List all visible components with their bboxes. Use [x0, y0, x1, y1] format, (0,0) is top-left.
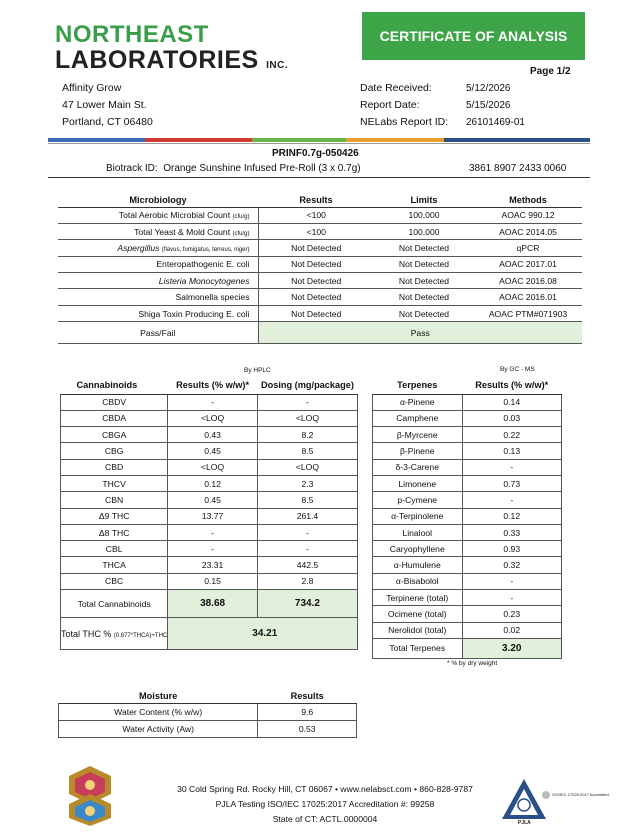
- cannabinoid-name: CBG: [61, 443, 168, 459]
- microbe-name: Salmonella species: [175, 292, 250, 303]
- microbe-name: Aspergillus: [117, 242, 160, 253]
- table-header-row: [373, 376, 562, 394]
- cannabinoid-dose: <LOQ: [257, 459, 357, 475]
- client-block: [62, 80, 153, 131]
- report-id-value: 26101469-01: [466, 117, 525, 128]
- terpene-name: Camphene: [373, 410, 463, 426]
- cannabinoid-dose: 2.8: [257, 573, 357, 589]
- microbe-name: Listeria Monocytogenes: [158, 275, 250, 286]
- color-bar-navy: [444, 138, 590, 142]
- moisture-name: Water Content (% w/w): [59, 703, 258, 720]
- microbe-limit: Not Detected: [374, 273, 474, 289]
- terpene-name: α-Terpinolene: [373, 508, 463, 524]
- terpene-name: β-Pinene: [373, 443, 463, 459]
- microbe-limit: Not Detected: [374, 289, 474, 305]
- date-received-value: 5/12/2026: [466, 83, 511, 94]
- page-number: Page 1/2: [530, 66, 571, 77]
- microbe-limit: 100,000: [374, 223, 474, 239]
- total-thc-note: (0.877*THCA)+THC: [113, 632, 168, 639]
- terpene-result: -: [462, 590, 562, 606]
- column-header: Methods: [474, 193, 582, 207]
- cannabinoid-result: 0.15: [168, 573, 258, 589]
- table-row: [373, 622, 562, 638]
- cannabinoid-dose: -: [257, 524, 357, 540]
- cannabinoid-result: 0.45: [168, 443, 258, 459]
- pjla-logo-text: PJLA: [518, 820, 531, 826]
- microbe-note: (cfu/g): [232, 214, 250, 221]
- table-row: [373, 508, 562, 524]
- total-cannabinoids-label: Total Cannabinoids: [61, 590, 168, 618]
- table-row: [61, 541, 358, 557]
- microbe-note: (cfu/g): [232, 230, 250, 237]
- terpene-name: β-Myrcene: [373, 427, 463, 443]
- column-header: Results (% w/w)*: [168, 376, 258, 394]
- table-row: [61, 492, 358, 508]
- company-logo: [55, 22, 288, 78]
- total-cannabinoids-result: 38.68: [168, 590, 258, 618]
- microbe-name-cell: [58, 240, 258, 256]
- microbe-name-cell: [58, 305, 258, 321]
- report-date-label: Report Date:: [360, 99, 420, 111]
- cannabinoid-dose: -: [257, 394, 357, 410]
- logo-line1: NORTHEAST: [55, 21, 209, 48]
- total-cannabinoids-dose: 734.2: [257, 590, 357, 618]
- terpene-name: Linalool: [373, 524, 463, 540]
- column-header: Results: [258, 689, 357, 703]
- microbe-name-cell: [58, 207, 258, 223]
- total-terpenes-label: Total Terpenes: [373, 638, 463, 658]
- table-row: [373, 427, 562, 443]
- column-header: Dosing (mg/package): [257, 376, 357, 394]
- table-header-row: [58, 193, 582, 207]
- microbe-method: AOAC 2017.01: [474, 256, 582, 272]
- total-terpenes-row: [373, 638, 562, 658]
- iso-logo-text: ISO/IEC 17025:2017 Accredited: [552, 792, 609, 797]
- cannabinoid-dose: 2.3: [257, 475, 357, 491]
- microbe-name-cell: [58, 273, 258, 289]
- terpene-result: 0.93: [462, 541, 562, 557]
- biotrack-name: Orange Sunshine Infused Pre-Roll (3 x 0.7g): [163, 163, 361, 174]
- table-row: [61, 573, 358, 589]
- microbe-result: <100: [258, 207, 374, 223]
- cannabinoid-name: CBGA: [61, 427, 168, 443]
- table-row: [373, 475, 562, 491]
- dry-weight-footnote: * % by dry weight: [447, 660, 498, 667]
- terpene-result: 0.23: [462, 606, 562, 622]
- table-row: [373, 443, 562, 459]
- microbe-name: Total Yeast & Mold Count: [134, 226, 231, 237]
- microbe-limit: Not Detected: [374, 305, 474, 321]
- cannabinoid-dose: -: [257, 541, 357, 557]
- cannabinoid-dose: 8.2: [257, 427, 357, 443]
- table-row: [61, 459, 358, 475]
- microbe-limit: Not Detected: [374, 256, 474, 272]
- total-thc-label: Total THC %: [61, 628, 112, 639]
- table-row: [58, 256, 582, 272]
- table-row: [373, 394, 562, 410]
- terpene-name: δ-3-Carene: [373, 459, 463, 475]
- microbe-limit: 100,000: [374, 207, 474, 223]
- microbe-result: Not Detected: [258, 256, 374, 272]
- microbe-result: Not Detected: [258, 289, 374, 305]
- column-header: Limits: [374, 193, 474, 207]
- cannabinoid-result: 0.43: [168, 427, 258, 443]
- color-bar-blue: [48, 138, 145, 142]
- microbe-name-cell: [58, 256, 258, 272]
- moisture-table: [58, 689, 357, 738]
- client-name: Affinity Grow: [62, 82, 122, 94]
- divider: [48, 177, 590, 178]
- logo-line2-text: LABORATORIES: [55, 46, 259, 74]
- terpene-name: Nerolidol (total): [373, 622, 463, 638]
- cannabinoid-name: CBDV: [61, 394, 168, 410]
- table-row: [61, 557, 358, 573]
- passfail-row: [58, 322, 582, 344]
- microbe-result: Not Detected: [258, 273, 374, 289]
- terpene-name: p-Cymene: [373, 492, 463, 508]
- footer-contact: 30 Cold Spring Rd. Rocky Hill, CT 06067 • www.nelabsct.com • 860-828-9787: [177, 784, 473, 794]
- table-row: [61, 427, 358, 443]
- terpenes-table: [372, 376, 562, 659]
- terpene-result: 0.12: [462, 508, 562, 524]
- report-values: [466, 80, 525, 131]
- biotrack-label: Biotrack ID:: [106, 163, 158, 174]
- microbe-name: Total Aerobic Microbial Count: [118, 210, 231, 221]
- color-bar-orange: [346, 138, 444, 142]
- award-badge-icon: [65, 764, 115, 828]
- table-row: [373, 524, 562, 540]
- terpene-result: 0.02: [462, 622, 562, 638]
- terpene-name: Caryophyllene: [373, 541, 463, 557]
- cannabinoid-result: 23.31: [168, 557, 258, 573]
- total-cannabinoids-row: [61, 590, 358, 618]
- report-date-value: 5/15/2026: [466, 100, 511, 111]
- moisture-result: 0.53: [258, 720, 357, 737]
- cannabinoid-name: CBD: [61, 459, 168, 475]
- logo-line2: [55, 48, 288, 78]
- terpene-result: 0.03: [462, 410, 562, 426]
- color-bar-green: [252, 138, 346, 142]
- microbe-note: (flavus, fumigatus, terreus, niger): [161, 246, 250, 253]
- cannabinoid-name: Δ9 THC: [61, 508, 168, 524]
- cannabinoid-result: 0.12: [168, 475, 258, 491]
- cannabinoid-name: Δ8 THC: [61, 524, 168, 540]
- cannabinoid-name: CBC: [61, 573, 168, 589]
- cannabinoid-result: -: [168, 524, 258, 540]
- cannabinoid-name: THCV: [61, 475, 168, 491]
- table-row: [373, 459, 562, 475]
- terpene-result: 0.14: [462, 394, 562, 410]
- table-row: [58, 305, 582, 321]
- cannabinoid-dose: 442.5: [257, 557, 357, 573]
- gcms-method-label: By GC - MS: [500, 366, 535, 373]
- cannabinoid-dose: <LOQ: [257, 410, 357, 426]
- table-row: [58, 223, 582, 239]
- pjla-accreditation-icon: [496, 775, 609, 826]
- terpene-result: -: [462, 573, 562, 589]
- table-row: [58, 289, 582, 305]
- table-row: [61, 394, 358, 410]
- column-header: Results (% w/w)*: [462, 376, 562, 394]
- cannabinoid-dose: 261.4: [257, 508, 357, 524]
- terpene-name: α-Bisabolol: [373, 573, 463, 589]
- microbe-method: AOAC 990.12: [474, 207, 582, 223]
- terpene-name: Ocimene (total): [373, 606, 463, 622]
- table-row: [373, 573, 562, 589]
- microbe-method: AOAC 2014.05: [474, 223, 582, 239]
- terpene-result: 0.33: [462, 524, 562, 540]
- client-address: 47 Lower Main St.: [62, 99, 147, 111]
- table-row: [59, 720, 357, 737]
- cannabinoid-result: -: [168, 394, 258, 410]
- cannabinoid-result: <LOQ: [168, 459, 258, 475]
- table-row: [373, 590, 562, 606]
- microbe-name-cell: [58, 223, 258, 239]
- terpene-result: 0.22: [462, 427, 562, 443]
- client-city: Portland, CT 06480: [62, 116, 153, 128]
- terpene-result: 0.32: [462, 557, 562, 573]
- cannabinoid-result: 0.45: [168, 492, 258, 508]
- table-row: [61, 508, 358, 524]
- table-row: [59, 703, 357, 720]
- passfail-label: Pass/Fail: [58, 322, 258, 344]
- cannabinoid-name: CBL: [61, 541, 168, 557]
- terpene-result: -: [462, 492, 562, 508]
- microbe-name: Shiga Toxin Producing E. coli: [138, 308, 250, 319]
- table-row: [373, 410, 562, 426]
- microbiology-table: [58, 193, 582, 344]
- microbe-result: <100: [258, 223, 374, 239]
- table-row: [373, 492, 562, 508]
- table-row: [373, 606, 562, 622]
- microbe-method: qPCR: [474, 240, 582, 256]
- column-header: Cannabinoids: [61, 376, 168, 394]
- column-header: Microbiology: [58, 193, 258, 207]
- column-header: Terpenes: [373, 376, 463, 394]
- table-row: [61, 410, 358, 426]
- table-row: [373, 557, 562, 573]
- moisture-name: Water Activity (Aw): [59, 720, 258, 737]
- cannabinoids-table: [60, 376, 358, 650]
- report-id-label: NELabs Report ID:: [360, 116, 449, 128]
- table-row: [58, 207, 582, 223]
- cannabinoid-result: -: [168, 541, 258, 557]
- total-thc-label-cell: [61, 618, 168, 650]
- cannabinoid-name: CBN: [61, 492, 168, 508]
- microbe-name: Enteropathogenic E. coli: [156, 259, 250, 270]
- table-header-row: [59, 689, 357, 703]
- terpene-name: Limonene: [373, 475, 463, 491]
- table-row: [373, 541, 562, 557]
- cannabinoid-result: <LOQ: [168, 410, 258, 426]
- report-labels: [360, 80, 448, 131]
- passfail-value: Pass: [258, 322, 582, 344]
- table-header-row: [61, 376, 358, 394]
- table-row: [58, 273, 582, 289]
- terpene-name: α-Humulene: [373, 557, 463, 573]
- microbe-result: Not Detected: [258, 305, 374, 321]
- cannabinoid-dose: 8.5: [257, 492, 357, 508]
- footer: [135, 782, 515, 827]
- sample-id: PRINF0.7g-050426: [272, 148, 359, 159]
- terpene-result: 0.13: [462, 443, 562, 459]
- biotrack-number: 3861 8907 2433 0060: [469, 163, 567, 174]
- table-row: [61, 443, 358, 459]
- biotrack-line: [106, 163, 361, 174]
- document-title: CERTIFICATE OF ANALYSIS: [362, 12, 585, 60]
- footer-accreditation: PJLA Testing ISO/IEC 17025:2017 Accreditation #: 99258: [215, 799, 435, 809]
- divider: [48, 143, 590, 144]
- terpene-name: α-Pinene: [373, 394, 463, 410]
- microbe-method: AOAC 2016.01: [474, 289, 582, 305]
- microbe-limit: Not Detected: [374, 240, 474, 256]
- total-thc-row: [61, 618, 358, 650]
- cannabinoid-result: 13.77: [168, 508, 258, 524]
- cannabinoid-name: THCA: [61, 557, 168, 573]
- terpene-result: -: [462, 459, 562, 475]
- microbe-method: AOAC PTM#071903: [474, 305, 582, 321]
- microbe-name-cell: [58, 289, 258, 305]
- terpene-name: Terpinene (total): [373, 590, 463, 606]
- cannabinoid-name: CBDA: [61, 410, 168, 426]
- footer-state-license: State of CT: ACTL.0000004: [272, 814, 378, 824]
- logo-inc: INC.: [266, 60, 289, 71]
- moisture-result: 9.6: [258, 703, 357, 720]
- cannabinoid-dose: 8.5: [257, 443, 357, 459]
- date-received-label: Date Received:: [360, 82, 432, 94]
- microbe-method: AOAC 2016.08: [474, 273, 582, 289]
- total-terpenes-value: 3.20: [462, 638, 562, 658]
- column-header: Results: [258, 193, 374, 207]
- color-bar-red: [145, 138, 252, 142]
- total-thc-value: 34.21: [168, 618, 358, 650]
- table-row: [58, 240, 582, 256]
- hplc-method-label: By HPLC: [244, 367, 271, 374]
- column-header: Moisture: [59, 689, 258, 703]
- table-row: [61, 475, 358, 491]
- microbe-result: Not Detected: [258, 240, 374, 256]
- terpene-result: 0.73: [462, 475, 562, 491]
- table-row: [61, 524, 358, 540]
